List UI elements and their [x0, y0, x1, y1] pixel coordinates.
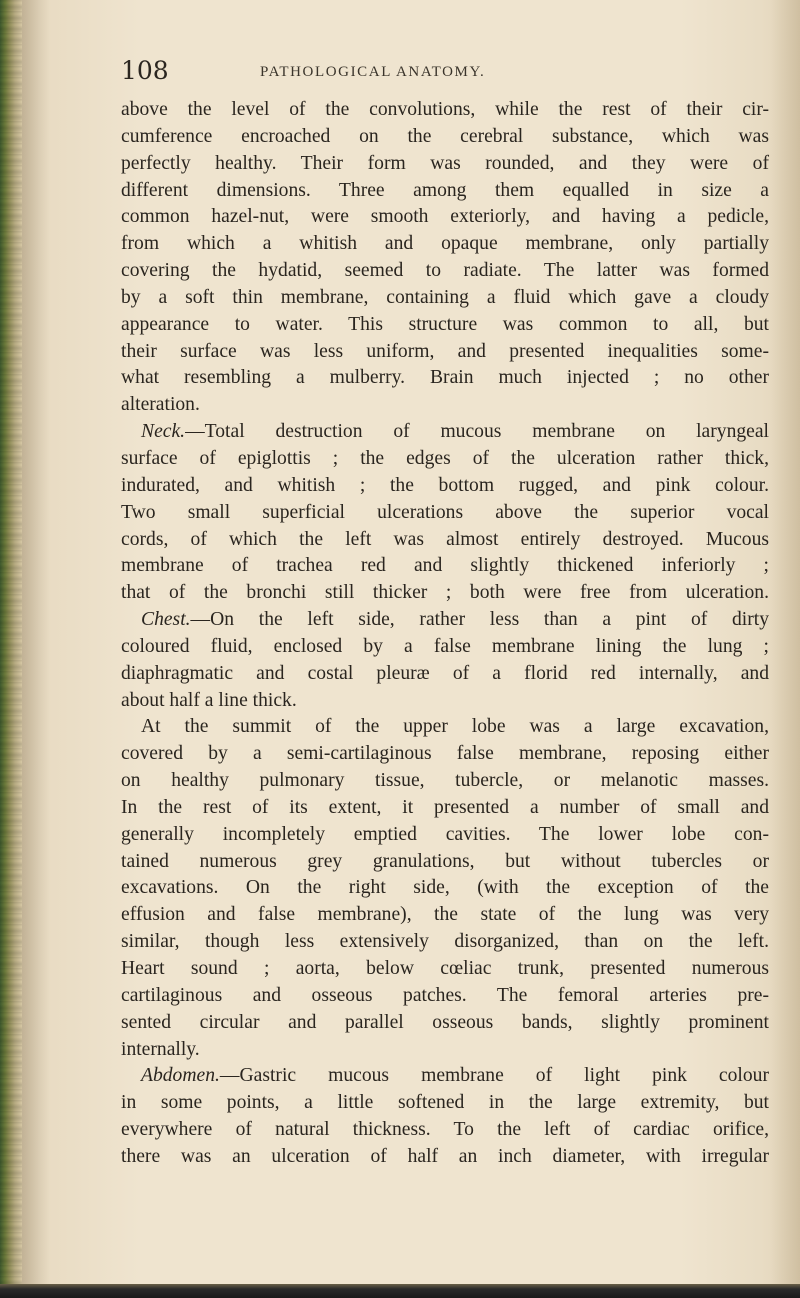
text-line	[121, 1144, 769, 1171]
text-line	[121, 1063, 769, 1090]
text-line	[121, 178, 769, 205]
text-line	[121, 365, 769, 392]
section-heading: Neck.	[141, 421, 186, 443]
text-line	[121, 473, 769, 500]
line-text: covering the hydatid, seemed to radiate. The latter was formed	[121, 260, 769, 282]
text-line	[121, 1117, 769, 1144]
text-line	[121, 607, 769, 634]
text-line	[121, 1010, 769, 1037]
text-line	[121, 849, 769, 876]
text-line	[121, 661, 769, 688]
line-text: their surface was less uniform, and presented inequalities some-	[121, 340, 769, 362]
line-text: what resembling a mulberry. Brain much injected ; no other	[121, 367, 769, 389]
line-text: At the summit of the upper lobe was a large excavation,	[141, 716, 769, 738]
gutter-shadow	[22, 0, 50, 1298]
text-line	[121, 124, 769, 151]
line-text: appearance to water. This structure was common to all, but	[121, 313, 769, 335]
line-text: perfectly healthy. Their form was rounded, and they were of	[121, 152, 769, 174]
line-text: —On the left side, rather less than a pint of dirty	[190, 609, 769, 631]
text-line	[121, 795, 769, 822]
line-text: coloured fluid, enclosed by a false membrane lining the lung ;	[121, 635, 769, 657]
line-text: sented circular and parallel osseous bands, slightly prominent	[121, 1011, 769, 1033]
page-edge-shade	[770, 0, 800, 1298]
text-line	[121, 875, 769, 902]
text-line	[121, 258, 769, 285]
line-text: —Total destruction of mucous membrane on laryngeal	[185, 421, 769, 443]
text-line	[121, 446, 769, 473]
line-text: in some points, a little softened in the large extremity, but	[121, 1092, 769, 1114]
text-line	[121, 419, 769, 446]
text-line	[121, 768, 769, 795]
text-line	[121, 741, 769, 768]
text-line	[121, 634, 769, 661]
text-line	[121, 714, 769, 741]
line-text: cords, of which the left was almost entirely destroyed. Mucous	[121, 528, 769, 550]
text-line	[121, 151, 769, 178]
binding-gutter	[0, 0, 22, 1298]
bottom-edge	[0, 1284, 800, 1298]
text-line	[121, 339, 769, 366]
line-text: Heart sound ; aorta, below cœliac trunk, presented numerous	[121, 958, 769, 979]
text-line	[121, 1090, 769, 1117]
line-text: there was an ulceration of half an inch diameter, with irregular	[121, 1145, 769, 1167]
line-text: In the rest of its extent, it presented a number of small and	[121, 796, 769, 818]
line-text: generally incompletely emptied cavities. The lower lobe con-	[121, 823, 769, 845]
text-line	[121, 983, 769, 1010]
line-text: surface of epiglottis ; the edges of the ulceration rather thick,	[121, 447, 769, 469]
text-line	[121, 902, 769, 929]
line-text: that of the bronchi still thicker ; both were free from ulceration.	[121, 582, 769, 604]
line-text: from which a whitish and opaque membrane, only partially	[121, 233, 769, 255]
text-line	[121, 580, 769, 607]
text-line	[121, 553, 769, 580]
line-text: above the level of the convolutions, while the rest of their cir-	[121, 99, 769, 120]
line-text: common hazel-nut, were smooth exteriorly, and having a pedicle,	[121, 206, 769, 228]
text-line	[121, 392, 769, 419]
line-text: tained numerous grey granulations, but without tubercles or	[121, 850, 769, 872]
text-line	[121, 500, 769, 527]
running-head	[121, 50, 681, 90]
text-line	[121, 204, 769, 231]
line-text: different dimensions. Three among them equalled in size a	[121, 179, 769, 201]
line-text: internally.	[121, 1038, 200, 1060]
text-line	[121, 822, 769, 849]
line-text: excavations. On the right side, (with the exception of the	[121, 877, 769, 899]
text-line	[121, 231, 769, 258]
line-text: similar, though less extensively disorganized, than on the left.	[121, 931, 769, 953]
line-text: by a soft thin membrane, containing a fluid which gave a cloudy	[121, 286, 769, 308]
text-line	[121, 285, 769, 312]
section-heading: Abdomen.	[141, 1065, 220, 1087]
line-text: cumference encroached on the cerebral substance, which was	[121, 125, 769, 147]
line-text: —Gastric mucous membrane of light pink colour	[219, 1065, 769, 1087]
text-line	[121, 929, 769, 956]
section-heading: Chest.	[141, 609, 191, 631]
text-line	[121, 527, 769, 554]
line-text: indurated, and whitish ; the bottom rugged, and pink colour.	[121, 474, 769, 496]
text-line	[121, 312, 769, 339]
line-text: about half a line thick.	[121, 689, 297, 711]
page-number: 108	[121, 56, 169, 85]
text-line	[121, 688, 769, 715]
line-text: effusion and false membrane), the state of the lung was very	[121, 904, 769, 926]
line-text: alteration.	[121, 394, 200, 416]
text-line	[121, 956, 769, 983]
text-line	[121, 97, 769, 124]
line-text: Two small superficial ulcerations above the superior vocal	[121, 501, 769, 523]
line-text: cartilaginous and osseous patches. The femoral arteries pre-	[121, 984, 769, 1006]
body-text	[121, 97, 769, 1171]
line-text: on healthy pulmonary tissue, tubercle, or melanotic masses.	[121, 770, 769, 792]
line-text: covered by a semi-cartilaginous false membrane, reposing either	[121, 743, 769, 765]
text-line	[121, 1037, 769, 1064]
line-text: everywhere of natural thickness. To the left of cardiac orifice,	[121, 1119, 769, 1141]
line-text: membrane of trachea red and slightly thickened inferiorly ;	[121, 555, 769, 577]
running-title: PATHOLOGICAL ANATOMY.	[260, 64, 486, 80]
line-text: diaphragmatic and costal pleuræ of a florid red internally, and	[121, 662, 769, 684]
